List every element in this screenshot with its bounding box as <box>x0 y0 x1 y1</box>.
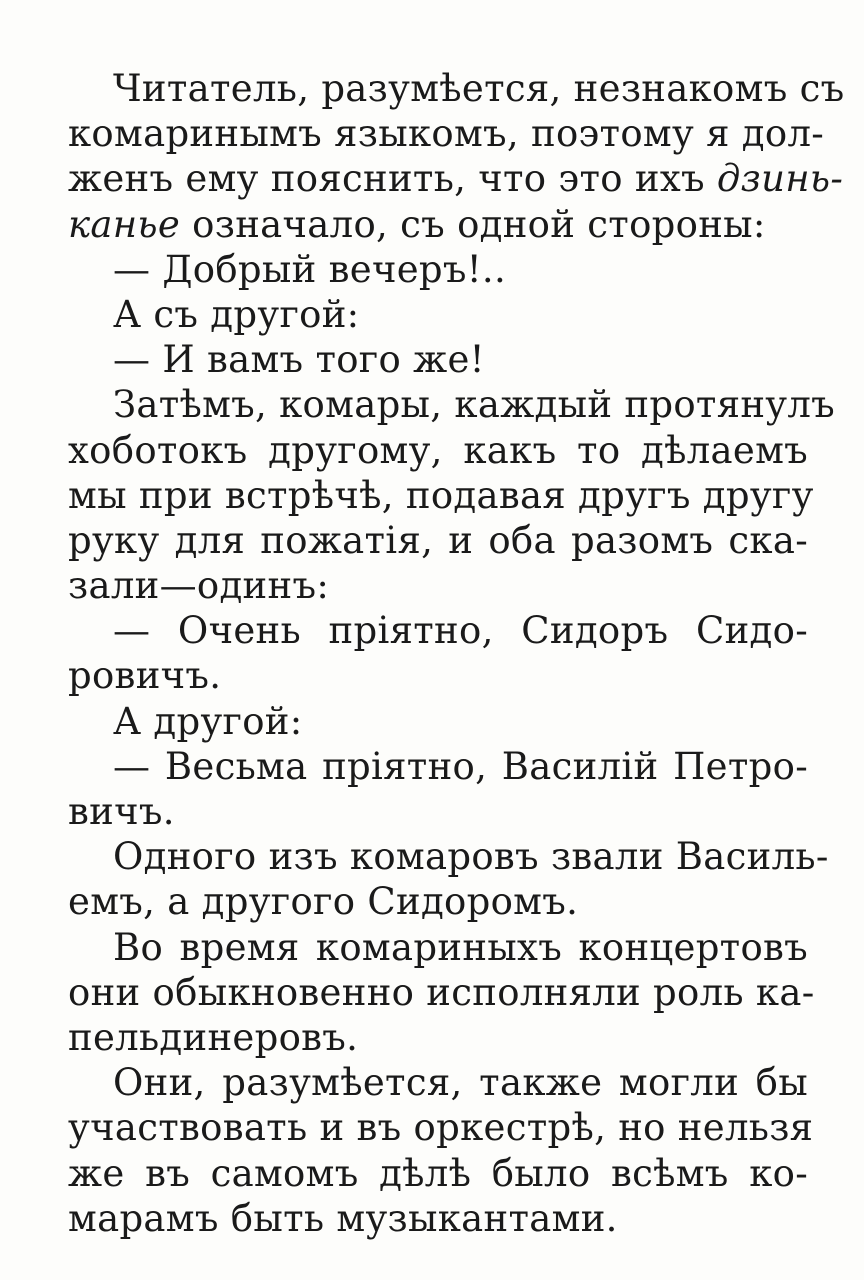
text-line: А другой: <box>113 699 303 743</box>
text-line: руку для пожатія, и оба разомъ ска- <box>68 518 808 562</box>
text-line: ровичъ. <box>68 654 222 698</box>
text-line <box>68 156 844 201</box>
text-line: Затѣмъ, комары, каждый протянулъ <box>113 383 836 427</box>
text-line: — Весьма пріятно, Василій Петро- <box>113 744 808 788</box>
text-line: зали—одинъ: <box>68 564 330 608</box>
italic-word: канье <box>68 202 181 246</box>
text-line: марамъ быть музыкантами. <box>68 1196 618 1240</box>
text-line: пельдинеровъ. <box>68 1015 359 1059</box>
text-line: же въ самомъ дѣлѣ было всѣмъ ко- <box>68 1151 808 1195</box>
text-line: участвовать и въ оркестрѣ, но нельзя <box>68 1106 814 1150</box>
text-line: Они, разумѣется, также могли бы <box>113 1061 808 1105</box>
text-line: комаринымъ языкомъ, поэтому я дол- <box>68 112 825 156</box>
text-line: хоботокъ другому, какъ то дѣлаемъ <box>68 428 808 472</box>
text-line <box>68 202 808 247</box>
text-line: — И вамъ того же! <box>113 338 485 382</box>
italic-word: дзинь- <box>716 157 844 201</box>
text-span: означало, съ одной стороны: <box>180 202 766 246</box>
text-line: Одного изъ комаровъ звали Василь- <box>113 835 829 879</box>
text-line: А съ другой: <box>113 292 360 336</box>
text-line: Читатель, разумѣется, незнакомъ съ <box>113 67 845 110</box>
text-line: вичъ. <box>68 790 175 833</box>
text-line: мы при встрѣчѣ, подавая другъ другу <box>68 473 814 517</box>
text-span: женъ ему пояснить, что это ихъ <box>68 157 717 201</box>
text-line: емъ, а другого Сидоромъ. <box>68 880 579 924</box>
text-line: — Добрый вечеръ!.. <box>113 247 507 291</box>
text-line: — Очень пріятно, Сидоръ Сидо- <box>113 609 808 653</box>
text-line: Во время комариныхъ концертовъ <box>113 925 808 969</box>
text-line: они обыкновенно исполняли роль ка- <box>68 970 815 1014</box>
page-text <box>68 66 845 1241</box>
